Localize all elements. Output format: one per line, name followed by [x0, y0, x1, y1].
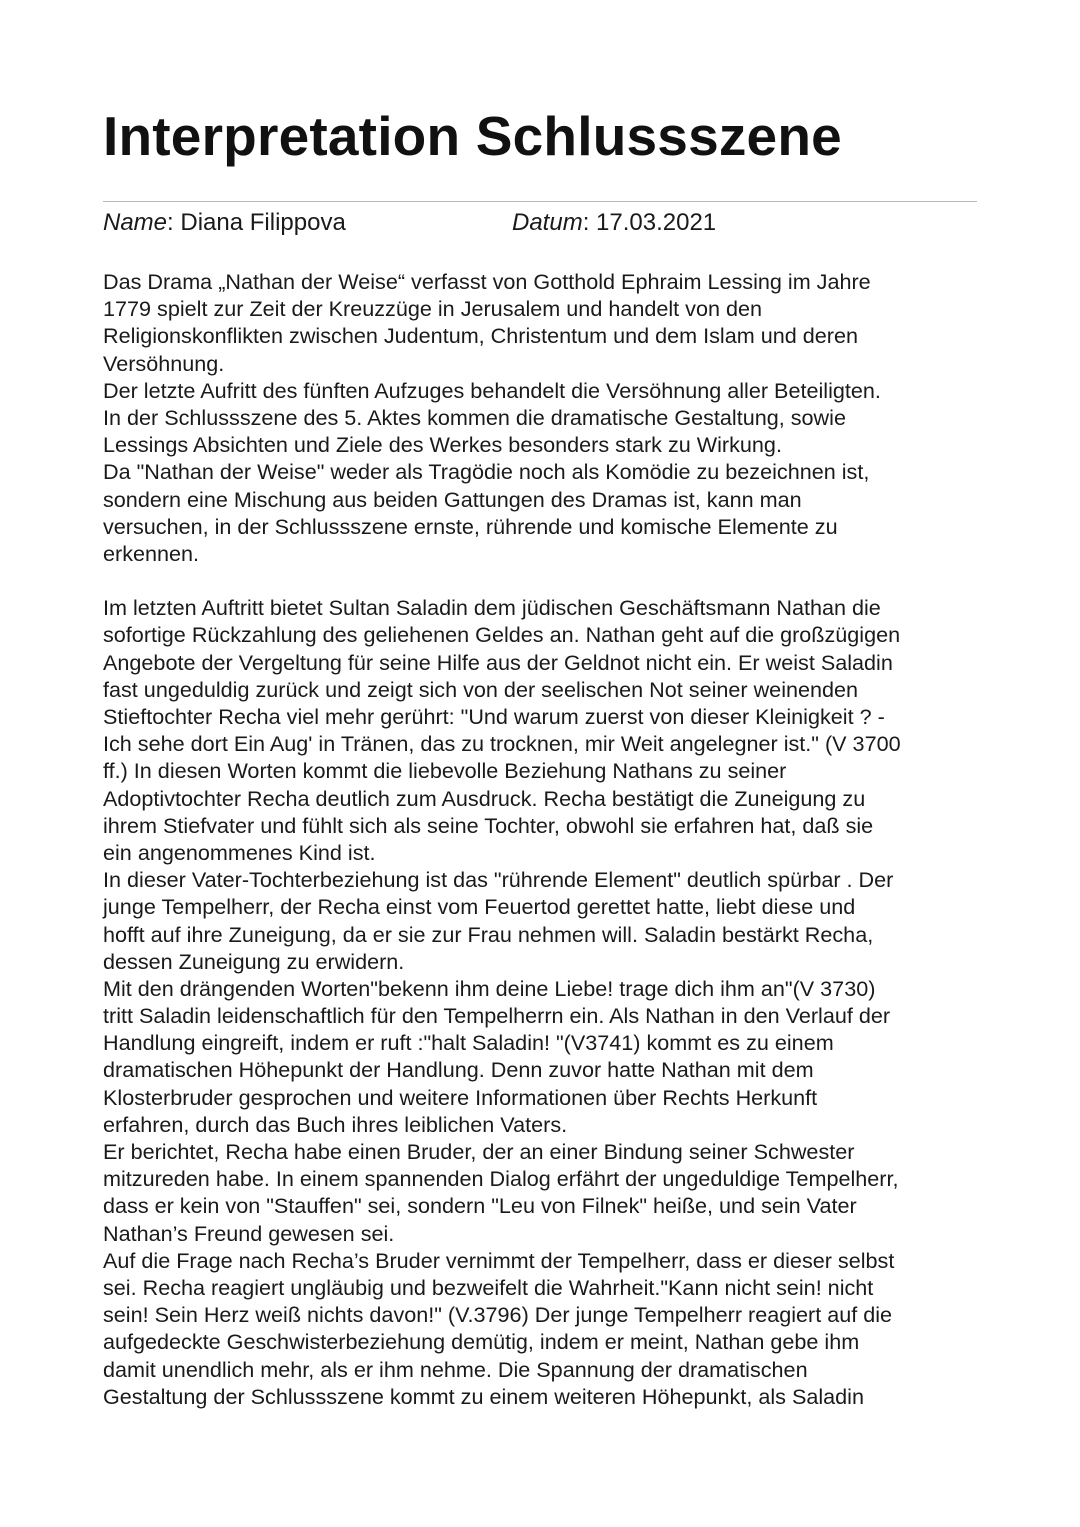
text-line: Religionskonflikten zwischen Judentum, Christentum und dem Islam und deren	[103, 323, 858, 349]
paragraph-gap	[103, 567, 983, 594]
text-line: Gestaltung der Schlussszene kommt zu einem weiteren Höhepunkt, als Saladin	[103, 1383, 864, 1409]
text-line: sein! Sein Herz weiß nichts davon!" (V.3796) Der junge Tempelherr reagiert auf die	[103, 1302, 893, 1328]
text-line: Mit den drängenden Worten"bekenn ihm deine Liebe! trage dich ihm an"(V 3730)	[103, 975, 876, 1001]
text-line: dass er kein von "Stauffen" sei, sondern "Leu von Filnek" heiße, und sein Vater	[103, 1193, 857, 1219]
text-line: Klosterbruder gesprochen und weitere Informationen über Rechts Herkunft	[103, 1084, 818, 1110]
text-line: In der Schlussszene des 5. Aktes kommen die dramatische Gestaltung, sowie	[103, 404, 846, 430]
date-field	[512, 207, 716, 239]
text-line: mitzureden habe. In einem spannenden Dialog erfährt der ungeduldige Tempelherr,	[103, 1166, 899, 1192]
text-line: sei. Recha reagiert ungläubig und bezweifelt die Wahrheit."Kann nicht sein! nicht	[103, 1274, 874, 1300]
text-line: Er berichtet, Recha habe einen Bruder, der an einer Bindung seiner Schwester	[103, 1139, 855, 1164]
text-line: Stieftochter Recha viel mehr gerührt: "Und warum zuerst von dieser Kleinigkeit ? -	[103, 704, 885, 729]
text-line: Adoptivtochter Recha deutlich zum Ausdruck. Recha bestätigt die Zuneigung zu	[103, 785, 866, 811]
name-value: : Diana Filippova	[167, 209, 346, 236]
text-line: Der letzte Aufritt des fünften Aufzuges behandelt die Versöhnung aller Beteiligten.	[103, 377, 881, 403]
text-line: 1779 spielt zur Zeit der Kreuzzüge in Jerusalem und handelt von den	[103, 296, 763, 322]
text-line: Das Drama „Nathan der Weise“ verfasst von Gotthold Ephraim Lessing im Jahre	[103, 269, 871, 294]
date-value: : 17.03.2021	[582, 209, 717, 236]
text-line: ihrem Stiefvater und fühlt sich als seine Tochter, obwohl sie erfahren hat, daß sie	[103, 812, 874, 838]
text-line: ein angenommenes Kind ist.	[103, 839, 376, 865]
text-line: versuchen, in der Schlussszene ernste, rührende und komische Elemente zu	[103, 513, 838, 539]
text-line: fast ungeduldig zurück und zeigt sich von der seelischen Not seiner weinenden	[103, 676, 859, 702]
date-label: Datum	[512, 209, 583, 236]
text-line: dramatischen Höhepunkt der Handlung. Denn zuvor hatte Nathan mit dem	[103, 1057, 814, 1083]
text-line: Da "Nathan der Weise" weder als Tragödie noch als Komödie zu bezeichnen ist,	[103, 459, 870, 485]
text-line: sondern eine Mischung aus beiden Gattungen des Dramas ist, kann man	[103, 486, 802, 512]
text-line: damit unendlich mehr, als er ihm nehme. Die Spannung der dramatischen	[103, 1356, 808, 1382]
text-line: hofft auf ihre Zuneigung, da er sie zur Frau nehmen will. Saladin bestärkt Recha,	[103, 921, 874, 947]
text-line: aufgedeckte Geschwisterbeziehung demütig, indem er meint, Nathan gebe ihm	[103, 1329, 860, 1355]
text-line: dessen Zuneigung zu erwidern.	[103, 948, 405, 974]
text-line: Angebote der Vergeltung für seine Hilfe aus der Geldnot nicht ein. Er weist Saladin	[103, 649, 893, 675]
text-line: Auf die Frage nach Recha’s Bruder vernimmt der Tempelherr, dass er dieser selbst	[103, 1247, 895, 1273]
text-line: junge Tempelherr, der Recha einst vom Feuertod gerettet hatte, liebt diese und	[103, 894, 856, 920]
document-title: Interpretation Schlussszene	[103, 105, 842, 167]
text-line: sofortige Rückzahlung des geliehenen Geldes an. Nathan geht auf die großzügigen	[103, 622, 901, 648]
text-line: Versöhnung.	[103, 350, 225, 376]
text-line: ff.) In diesen Worten kommt die liebevolle Beziehung Nathans zu seiner	[103, 758, 787, 784]
text-line: erfahren, durch das Buch ihres leiblichen Vaters.	[103, 1111, 568, 1137]
text-line: In dieser Vater-Tochterbeziehung ist das "rührende Element" deutlich spürbar . Der	[103, 867, 894, 893]
text-line: tritt Saladin leidenschaftlich für den Tempelherrn ein. Als Nathan in den Verlauf der	[103, 1003, 891, 1029]
text-line: Im letzten Auftritt bietet Sultan Saladin dem jüdischen Geschäftsmann Nathan die	[103, 595, 881, 621]
title-divider	[103, 201, 977, 202]
text-line: Ich sehe dort Ein Aug' in Tränen, das zu trocknen, mir Weit angelegner ist." (V 3700	[103, 731, 901, 757]
body-text	[103, 268, 983, 1410]
name-label: Name	[103, 209, 168, 236]
text-line: Handlung eingreift, indem er ruft :"halt Saladin! "(V3741) kommt es zu einem	[103, 1030, 834, 1056]
name-field	[103, 207, 346, 239]
text-line: erkennen.	[103, 540, 200, 566]
text-line: Lessings Absichten und Ziele des Werkes besonders stark zu Wirkung.	[103, 432, 782, 458]
text-line: Nathan’s Freund gewesen sei.	[103, 1220, 395, 1246]
